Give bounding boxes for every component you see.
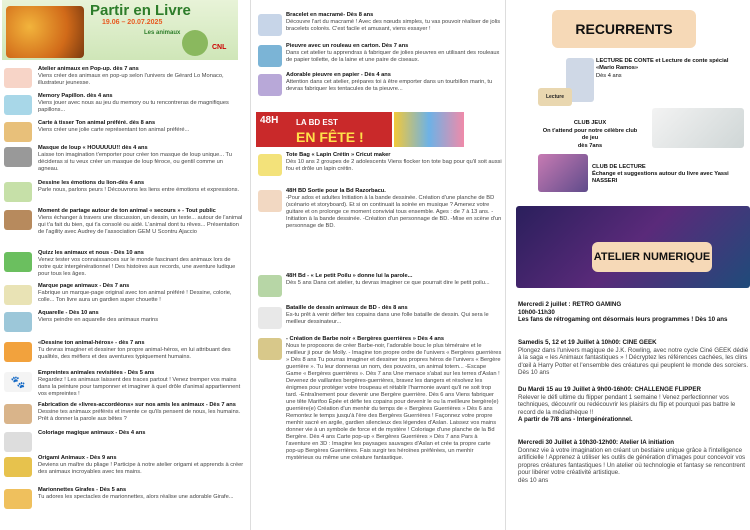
atelier-numerique-badge: ATELIER NUMERIQUE bbox=[592, 242, 712, 272]
workshop-atelier-ia bbox=[518, 439, 750, 485]
club-jeux-age: dès 7ans bbox=[577, 143, 603, 149]
activity-title: Empreintes animales revisitées - Dès 5 ans bbox=[38, 370, 155, 376]
activity-desc: Viens échanger à travers une discussion, un dessin, un texte... autour de l'animal qui t'a fait du bien, qui t'a consolé ou aidé. L'animal dont tu rêves... Présentation de l'agility avec Audrey de l'association GEM U Scontru Ajaccio bbox=[38, 215, 243, 235]
activity-title: Dessine les émotions du lion-dès 4 ans bbox=[38, 180, 145, 186]
column-left bbox=[0, 0, 246, 530]
workshop-heading: Du Mardi 15 au 19 Juillet à 9h00-16h00: CHALLENGE FLIPPER bbox=[518, 386, 701, 393]
activity-title: Carte à tisser Ton animal préféré. dès 8 ans bbox=[38, 120, 156, 126]
partir-en-livre-banner bbox=[2, 0, 238, 60]
activity-title: Atelier animaux en Pop-up. dès 7 ans bbox=[38, 66, 139, 72]
activity-thumbnail bbox=[4, 68, 32, 88]
activity-title: 48H Bd - « Le petit Poilu » donne lui la parole... bbox=[286, 273, 413, 279]
activity-desc: Fabrique un marque-page original avec ton animal préféré ! Dessine, colorie, colle... Ton livre aura un gardien super chouette ! bbox=[38, 290, 232, 303]
workshop-desc: Plongez dans l'univers magique de J.K. Rowling, avec notre cycle Ciné GEEK dédié à la saga « les Animaux fantastiques » ! Décryptez les références cachées, les clins d'œil à Harry Potter et l'ensemble des créatures qui peuplent le monde des sorciers. Dès 10 ans bbox=[518, 346, 749, 377]
activity-thumbnail bbox=[4, 432, 32, 452]
banner-logo: CNL bbox=[212, 44, 227, 51]
workshop-desc: Les fans de rétrogaming ont désormais leurs programmes ! Dès 10 ans bbox=[518, 316, 728, 324]
banner-illustration bbox=[6, 6, 84, 58]
activity-thumbnail bbox=[4, 489, 32, 509]
activity-thumbnail bbox=[4, 457, 32, 477]
workshop-age: dès 10 ans bbox=[518, 476, 549, 484]
activity-desc: Découvre l'art du macramé ! Avec des nœuds simples, tu vas pouvoir réaliser de jolis bracelets colorés. C'est facile et amusant, viens essayer ! bbox=[286, 19, 501, 32]
column-middle bbox=[254, 0, 504, 530]
workshop-cine-geek bbox=[518, 339, 750, 377]
activity-desc: Es-tu prêt à venir défier tes copains dans une folle bataille de dessin. Qui sera le meilleur dessinateur... bbox=[286, 312, 489, 325]
lecture-tag: Lecture bbox=[538, 88, 572, 106]
activity-title: Pieuvre avec un rouleau en carton. Dès 7 ans bbox=[286, 43, 409, 49]
activity-title: Quizz les animaux et nous - Dès 10 ans bbox=[38, 250, 144, 256]
activity-title: Marque page animaux - Dès 7 ans bbox=[38, 283, 130, 289]
recurrents-badge: RECURRENTS bbox=[552, 10, 696, 48]
club-lecture-image bbox=[538, 154, 588, 192]
activity-desc: Dans cet atelier tu apprendras à fabriquer de jolies pieuvres en utilisant des rouleaux de papier toilette, de la laine et une paire de ciseaux. bbox=[286, 50, 500, 63]
workshop-heading: Samedis 5, 12 et 19 Juillet à 10h00: CINE GEEK bbox=[518, 339, 657, 346]
club-lecture-desc: Échange et suggestions autour du livre avec Yassi NASSERI bbox=[592, 171, 729, 184]
activity-desc: Venez tester vos connaissances sur le monde fascinant des animaux lors de notre quiz intergénérationnel ! Des histoires aux records, une aventure ludique pour tous les âges. bbox=[38, 257, 236, 277]
activity-title: 48H BD Sortie pour la Bd Razorbacu. bbox=[286, 188, 386, 194]
activity-thumbnail bbox=[258, 154, 282, 176]
workshop-retro-gaming bbox=[518, 301, 750, 324]
lecture-title: LECTURE DE CONTE et Lecture de conte spécial «Mario Ramos» bbox=[596, 58, 729, 71]
activity-title: - Création de Barbe noir « Bergères guerrières » Dès 4 ans bbox=[286, 336, 445, 342]
activity-thumbnail bbox=[258, 190, 282, 212]
activity-thumbnail bbox=[4, 285, 32, 305]
workshop-challenge-flipper bbox=[518, 386, 750, 424]
activity-desc: Dès 5 ans Dans cet atelier, tu devras imaginer ce que pourrait dire le petit poilu... bbox=[286, 280, 490, 286]
workshop-heading: Mercredi 2 juillet : RETRO GAMING bbox=[518, 301, 622, 308]
activity-desc: Deviens un maître du pliage ! Participe à notre atelier origami et apprends à créer des animaux incroyables avec tes mains. bbox=[38, 462, 244, 475]
activity-desc: Tu devras imaginer et dessiner ton propre animal-héros, en lui attribuant des qualités, des méfiers et des aventures typiquement humains. bbox=[38, 347, 231, 360]
activity-title: Marionnettes Girafes - Dès 5 ans bbox=[38, 487, 127, 493]
paw-print-icon: 🐾 bbox=[4, 372, 32, 392]
activity-title: Coloriage magique animaux - Dès 4 ans bbox=[38, 430, 146, 436]
workshop-heading: Mercredi 30 Juillet à 10h30-12h00: Atelier IA initiation bbox=[518, 439, 675, 446]
activity-thumbnail bbox=[258, 275, 282, 297]
activity-thumbnail bbox=[258, 45, 282, 67]
bd-banner-subtitle: LA BD EST bbox=[296, 118, 338, 127]
activity-title: Memory Papillon. dès 4 ans bbox=[38, 93, 113, 99]
activity-title: Fabrication de «livres-accordéons» sur nos amis les animaux - Dès 7 ans bbox=[38, 402, 236, 408]
bd-banner-number: 48H bbox=[260, 115, 279, 126]
activity-desc: Viens créer des animaux en pop-up selon l'univers de Gérard Lo Monaco, illustrateur jeunesse. bbox=[38, 73, 224, 86]
activity-thumbnail bbox=[4, 182, 32, 202]
activity-title: Masque de loup « HOUUUUU!! dès 4 ans bbox=[38, 145, 148, 151]
activity-desc: -Pour ados et adultes Initiation à la bande dessinée. Création d'une planche de BD (scénario et storyboard). Et si on continuait la soirée en musique ? Amenez votre guitare et on prolonge ce moment convivial tous ensemble. Ages : de 7 à 13 ans. -Initiation à la bande dessinée. -Création d'un personnage de BD. -Mise en scène d'un personnage de BD. bbox=[286, 195, 502, 229]
activity-title: Aquarelle - Dès 10 ans bbox=[38, 310, 99, 316]
activity-desc: Dès 10 ans 2 groupes de 2 adolescents Viens flocker ton tote bag pour qu'il soit aussi fou et drôle un lapin crétin. bbox=[286, 159, 502, 172]
column-right bbox=[508, 0, 750, 530]
activity-title: Adorable pieuvre en papier - Dès 4 ans bbox=[286, 72, 391, 78]
club-jeux-title: CLUB JEUX bbox=[573, 120, 607, 126]
activity-desc: Parle nous, parlons peurs ! Découvrons les liens entre émotions et expressions. bbox=[38, 187, 240, 193]
activity-thumbnail bbox=[4, 312, 32, 332]
club-lecture-title: CLUB DE LECTURE bbox=[592, 164, 646, 170]
activity-desc: Viens jouer avec nous au jeu du memory ou tu rencontreras de magnifiques papillons... bbox=[38, 100, 229, 113]
activity-desc: Nous te proposons de créer Barbe-noir, l'adorable bouc le plus téméraire et le meilleur ji pour de Molly. - Imagine ton propre ordre de l'univers « Bergères guerrières » Dès 8 ans Tu pourras imaginer et dessiner tes propres héros de l'univers « Bergère guerrière ». Tu leur donneras un nom, des pouvoirs, un animal totem... -Escape Game « Bergères guerrières ». Dès 7 ans Une menace s'abat sur les terres d'Aslan ! Devenez de vaillantes bergères-guerrières, bravez les dangers et résolvez les énigmes pour protéger votre troupeau et rétablir l'harmonie avant qu'il ne soit trop tard. -Entraînement pour devenir une Bergère guerrière. Dès 6 ans Viens fabriquer une tête Marifoo Épée et défie tes copains pour devenir le ou la meilleure bergère(e) guerrière(e) Création d'un menhir du temps de « Bergères Guerrières » Dès 6 ans Remontez le temps jusqu'à l'ère des Bergères Guerrières ! Façonnez votre propre menhir sacré en argile, gardien silencieux des légendes d'Aslan. Laissez vos mains donner vie à un symbole de force et de mystère ! Coloriage d'une planche de la Bd Bergère. Dès 4 ans Carte pop-up « Bergères Guerrières » Dès 7 ans Pars à l'aventure en 3D : Imagine les paysages sauvages d'Aslan et crée ta propre carte pop-up Bergères Guerrières. Fais surgir tes héroïnes préférées, un menhir mystérieux ou même une créature fantastique. bbox=[286, 343, 502, 461]
column-divider bbox=[250, 0, 251, 530]
banner-theme: Les animaux bbox=[144, 30, 181, 36]
activity-thumbnail bbox=[4, 404, 32, 424]
banner-decoration bbox=[182, 30, 208, 56]
activity-thumbnail bbox=[4, 122, 32, 142]
workshop-time: 10h00-11h30 bbox=[518, 308, 555, 316]
bd-banner-artwork bbox=[394, 112, 464, 147]
activity-desc: Viens créer une jolie carte représentant ton animal préféré... bbox=[38, 127, 190, 133]
activity-desc: Laisse ton imagination t'emporter pour créer ton masque de loup unique... Tu décideras si tu veux créer un masque de loup féroce, ou gentil comme un agneau. bbox=[38, 152, 232, 172]
activity-thumbnail bbox=[4, 95, 32, 115]
activity-desc: Regardez ! Les animaux laissent des traces partout ! Venez tremper vos mains dans la peinture pour tamponner et imaginer à quel drôle d'animal appartiennent vos empreintes ! bbox=[38, 377, 241, 397]
club-jeux-image bbox=[652, 108, 744, 148]
bd-festival-banner bbox=[256, 112, 392, 147]
activity-title: Origami Animaux - Dès 9 ans bbox=[38, 455, 117, 461]
activity-thumbnail bbox=[4, 147, 32, 167]
activity-thumbnail bbox=[4, 252, 32, 272]
banner-dates: 19.06 – 20.07.2025 bbox=[102, 19, 163, 26]
workshop-desc: Relever le défi ultime du flipper pendant 1 semaine ! Venez perfectionner vos techniques, découvrir ou redécouvrir les plaisirs du flip et pourquoi pas battre le record de la médiathèque !! bbox=[518, 393, 736, 416]
activity-desc: Attention dans cet atelier, prépares toi à être emporter dans un tourbillon marin, tu devras fabriquer les tentacules de ta pieuvre... bbox=[286, 79, 493, 92]
activity-thumbnail bbox=[258, 74, 282, 96]
lecture-age: Dès 4 ans bbox=[596, 73, 622, 79]
activity-desc: Dessine tes animaux préférés et invente ce qu'ils pensent de nous, les humains. Prêt à donner la parole aux bêtes ? bbox=[38, 409, 241, 422]
column-divider bbox=[505, 0, 506, 530]
activity-desc: Viens peindre en aquarelle des animaux marins bbox=[38, 317, 159, 323]
activity-title: «Dessine ton animal-héros» - dès 7 ans bbox=[38, 340, 145, 346]
activity-desc: Tu adores les spectacles de marionnettes, alors réalise une adorable Girafe... bbox=[38, 494, 234, 500]
activity-thumbnail bbox=[258, 14, 282, 36]
activity-title: Moment de partage autour de ton animal « secours » - Tout public bbox=[38, 208, 216, 214]
workshop-desc: Donnez vie à votre imagination en créant un bestiaire unique grâce à l'intelligence artificielle ! Apprenez à utiliser les outils de génération d'images pour concevoir vos propres créatures fantastiques ! Un atelier où technologie et fantasy se rencontrent pour libérer votre créativité artistique. bbox=[518, 446, 746, 477]
activity-title: Tote Bag « Lapin Crétin » Cricut maker bbox=[286, 152, 391, 158]
activity-title: Bataille de dessin animaux de BD - dès 8 ans bbox=[286, 305, 408, 311]
activity-thumbnail bbox=[4, 210, 32, 230]
banner-title: Partir en Livre bbox=[90, 2, 191, 19]
activity-thumbnail bbox=[4, 342, 32, 362]
club-jeux-desc: On t'attend pour notre célèbre club de jeu bbox=[542, 128, 638, 141]
workshop-age: A partir de 7/8 ans - Intergénérationnel. bbox=[518, 416, 633, 424]
activity-title: Bracelet en macramé- Dès 8 ans bbox=[286, 12, 374, 18]
activity-thumbnail bbox=[258, 338, 282, 360]
bd-banner-title: EN FÊTE ! bbox=[296, 129, 364, 145]
activity-thumbnail bbox=[258, 307, 282, 329]
